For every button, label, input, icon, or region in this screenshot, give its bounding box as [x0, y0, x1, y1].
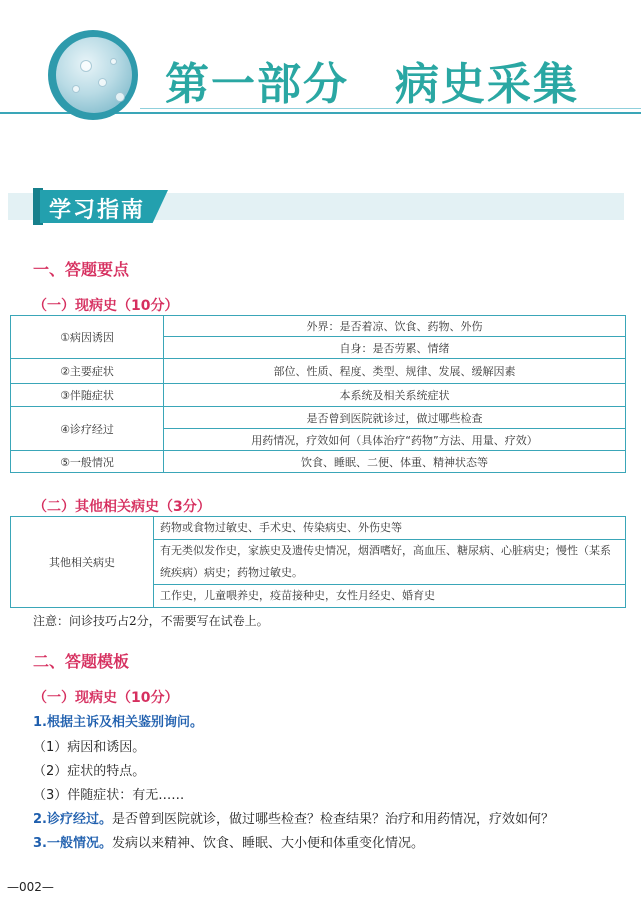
template-item: （2）症状的特点。: [33, 764, 146, 779]
template-item: （3）伴随症状：有无……: [33, 788, 185, 803]
table-cell: 自身：是否劳累、情绪: [164, 337, 626, 359]
present-illness-table: [10, 315, 626, 473]
section-heading: 一、答题要点: [33, 260, 130, 279]
subsection-heading: （二）其他相关病史（3分）: [33, 499, 211, 515]
bubble-decoration: [80, 60, 92, 72]
template-item-heading: 3.一般情况。: [33, 836, 112, 851]
page-number: —002—: [7, 880, 54, 894]
bubble-decoration: [98, 78, 107, 87]
template-item: （1）病因和诱因。: [33, 740, 146, 755]
table-row-label: 其他相关病史: [11, 517, 154, 608]
table-cell: 本系统及相关系统症状: [164, 384, 626, 407]
table-cell: 药物或食物过敏史、手术史、传染病史、外伤史等: [154, 517, 626, 540]
template-item-body: 是否曾到医院就诊，做过哪些检查？检查结果？治疗和用药情况，疗效如何？: [111, 812, 554, 827]
template-item-body: 发病以来精神、饮食、睡眠、大小便和体重变化情况。: [111, 836, 424, 851]
table-cell: 有无类似发作史，家族史及遗传史情况，烟酒嗜好，高血压、糖尿病、心脏病史；慢性（某系统疾病）病史；药物过敏史。: [154, 540, 626, 585]
table-cell: 外界：是否着凉、饮食、药物、外伤: [164, 316, 626, 337]
template-item-heading: 2.诊疗经过。: [33, 812, 112, 827]
table-cell: 是否曾到医院就诊过，做过哪些检查: [164, 407, 626, 429]
guide-label: 学习指南: [49, 198, 146, 223]
table-row-label: ④诊疗经过: [11, 407, 164, 451]
other-history-table: [10, 516, 626, 608]
table-row-label: ①病因诱因: [11, 316, 164, 359]
table-row-label: ②主要症状: [11, 359, 164, 384]
bubble-decoration: [110, 58, 117, 65]
page-title: 第一部分 病史采集: [165, 59, 579, 110]
subsection-heading: （一）现病史（10分）: [33, 298, 179, 314]
bubble-decoration: [115, 92, 125, 102]
table-cell: 用药情况，疗效如何（具体治疗“药物”方法、用量、疗效）: [164, 429, 626, 451]
table-cell: 部位、性质、程度、类型、规律、发展、缓解因素: [164, 359, 626, 384]
template-item-heading: 1.根据主诉及相关鉴别询问。: [33, 715, 203, 730]
table-row-label: ③伴随症状: [11, 384, 164, 407]
bubble-decoration: [72, 85, 80, 93]
table-row-label: ⑤一般情况: [11, 451, 164, 473]
subsection-heading: （一）现病史（10分）: [33, 690, 179, 706]
note-text: 注意：问诊技巧占2分，不需要写在试卷上。: [33, 614, 269, 628]
section-heading: 二、答题模板: [33, 652, 130, 671]
template-item-line: [33, 832, 424, 851]
table-cell: 饮食、睡眠、二便、体重、精神状态等: [164, 451, 626, 473]
table-cell: 工作史，儿童喂养史，疫苗接种史，女性月经史、婚育史: [154, 585, 626, 608]
template-item-line: [33, 808, 554, 827]
